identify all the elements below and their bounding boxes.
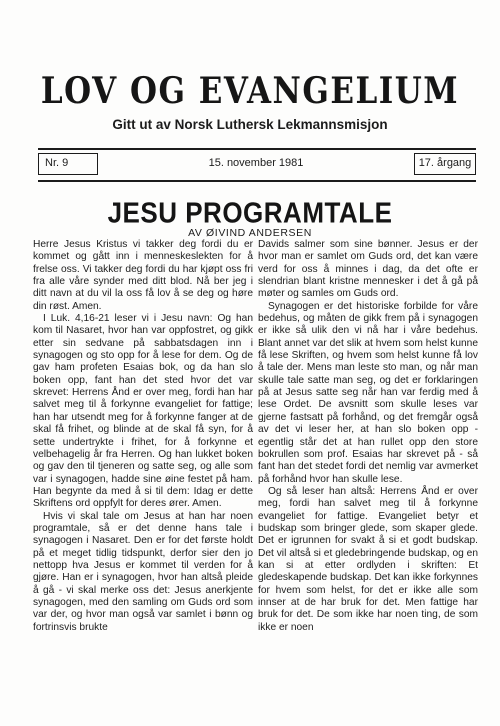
- paragraph: I Luk. 4,16-21 leser vi i Jesu navn: Og han kom til Nasaret, hvor han var oppfostret, og gikk etter sin sedvane på sabbatsdagen inn i synagogen og sto opp for å lese for dem. Og de gav ham profeten Esaias bok, og da han slo boken opp, fant han det sted hvor det var skrevet: Herrens Ånd er over meg, fordi han har salvet meg til å forkynne evangeliet for fattige; han har utsendt meg for å forkynne fanger at de skal få frihet, og blinde at de skal få syn, for å sette undertrykte i frihet, for å forkynne et velbehagelig år fra Herren. Og han lukket boken og gav den til tjeneren og satte seg, og alle som var i synagogen, hadde sine øine festet på ham. Han begynte da med å si til dem: Idag er dette Skriftens ord oppfylt for deres ører. Amen.: [33, 313, 253, 510]
- masthead-title: LOV OG EVANGELIUM: [40, 70, 460, 113]
- paragraph: Davids salmer som sine bønner. Jesus er der hvor man er samlet om Guds ord, det kan være verd for oss å minnes i dag, da det ofte er slendrian blant kristne mennesker i det å gå på møter og samles om Guds ord.: [258, 239, 478, 300]
- paragraph: Herre Jesus Kristus vi takker deg fordi du er kommet og gått inn i menneskeslekten for å frelse oss. Vi takker deg fordi du har kjøpt oss fri fra alle våre synder med ditt blod. Nå ber jeg i ditt navn at du vil la oss få lov å se deg og høre din røst. Amen.: [33, 239, 253, 312]
- issue-volume: 17. årgang: [414, 153, 476, 175]
- top-rule: [38, 148, 476, 150]
- article-byline: AV ØIVIND ANDERSEN: [188, 227, 312, 239]
- masthead-subtitle: Gitt ut av Norsk Luthersk Lekmannsmisjon: [112, 117, 388, 132]
- paragraph: Hvis vi skal tale om Jesus at han har noen programtale, så er det denne hans tale i synagogen i Nasaret. Den er for det første holdt på et meget tidlig tidspunkt, derfor sier den jo nettopp hva Jesus er kommet til verden for å gjøre. Han er i synagogen, hvor han altså pleide å gå - vi skal merke oss det: Jesus anerkjente synagogen, med den samling om Guds ord som var der, og hvor man også var samlet i bønn og fortrinsvis brukte: [33, 510, 253, 633]
- paragraph: Synagogen er det historiske forbilde for våre bedehus, og måten de gikk frem på i synagogen er ikke så ulik den vi nå har i våre bedehus. Blant annet var det slik at hvem som helst kunne få lese Skriften, og hvem som helst kunne få lov å tale der. Mens man leste sto man, og når man skulle tale satte man seg, og det er forklaringen på at Jesus satte seg når han var ferdig med å lese Ordet. De avsnitt som skulle leses var gjerne fastsatt på forhånd, og det fremgår også av det vi leser her, at han slo boken opp - egentlig står det at han rullet opp den store bokrullen som prof. Esaias har skrevet på - så fant han det stedet fordi det nemlig var avmerket på forhånd hvor han skulle lese.: [258, 300, 478, 485]
- paragraph: Og så leser han altså: Herrens Ånd er over meg, fordi han salvet meg til å forkynne evangeliet for fattige. Evangeliet betyr et budskap som bringer glede, som skaper glede. Det er igrunnen for svakt å si et godt budskap. Det vil altså si et gledebringende budskap, og en kan si at etter ordlyden i skriften: Et gledeskapende budskap. Det kan ikke forkynnes for hvem som helst, for det er ikke alle som innser at de har bruk for det. Men fattige har bruk for det. De som ikke har noen ting, de som ikke er noen: [258, 485, 478, 633]
- article-column-right: [258, 239, 478, 634]
- issue-number: Nr. 9: [38, 153, 98, 175]
- article-column-left: [33, 239, 253, 634]
- bottom-rule: [38, 180, 476, 182]
- article-headline: JESU PROGRAMTALE: [107, 196, 393, 229]
- issue-date: 15. november 1981: [208, 157, 304, 169]
